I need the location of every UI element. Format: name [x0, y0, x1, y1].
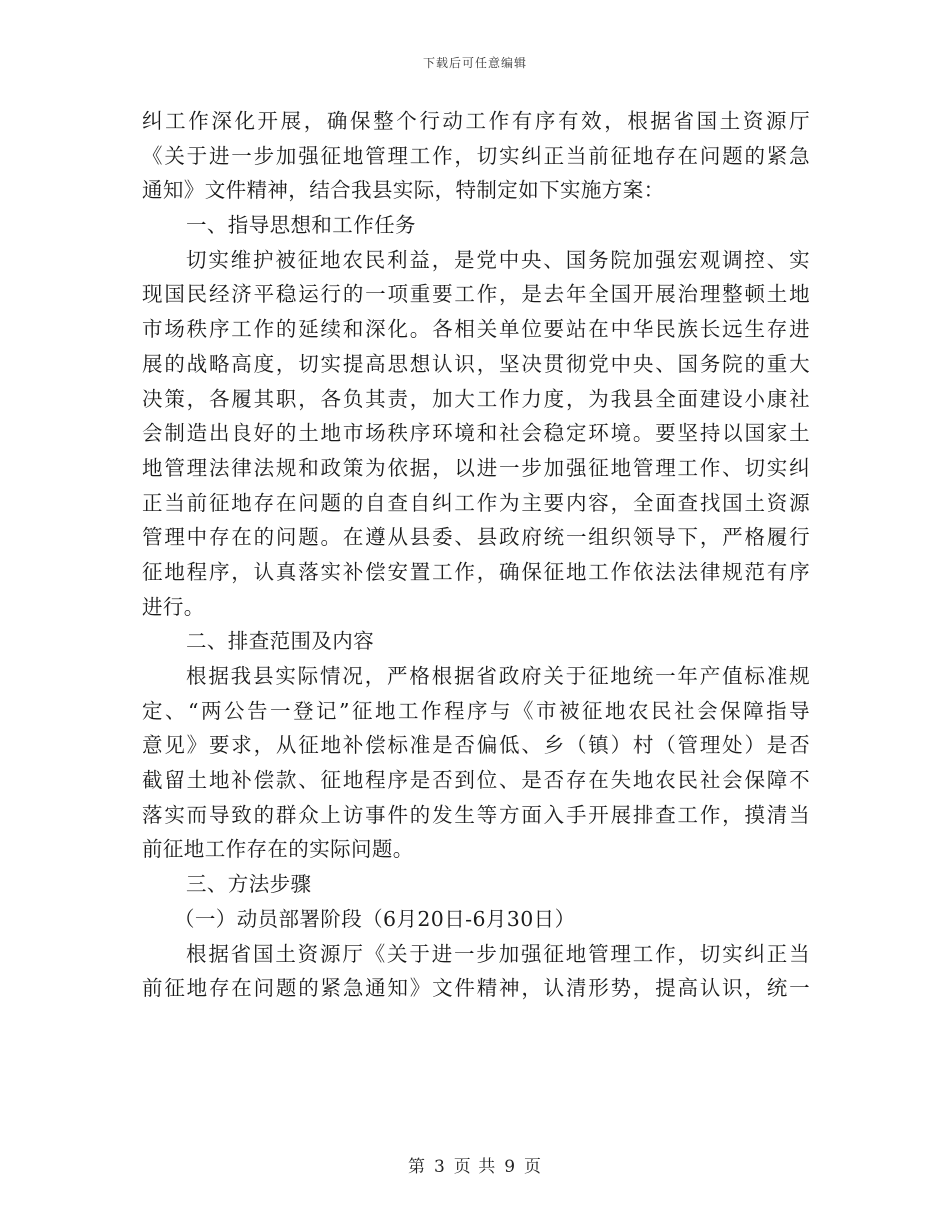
text-line: 截留土地补偿款、征地程序是否到位、是否存在失地农民社会保障不 [142, 768, 810, 793]
text-line: 决策，各履其职，各负其责，加大工作力度，为我县全面建设小康社 [142, 386, 810, 411]
text-line: 地管理法律法规和政策为依据，以进一步加强征地管理工作、切实纠 [142, 455, 810, 480]
footer-suffix: 页 [524, 1157, 543, 1177]
text-line: 会制造出良好的土地市场秩序环境和社会稳定环境。要坚持以国家土 [142, 421, 810, 446]
text-line: 进行。 [142, 594, 205, 619]
text-line: 现国民经济平稳运行的一项重要工作，是去年全国开展治理整顿土地 [142, 282, 810, 307]
text-line: 正当前征地存在问题的自查自纠工作为主要内容，全面查找国土资源 [142, 490, 810, 515]
text-line: 《关于进一步加强征地管理工作，切实纠正当前征地存在问题的紧急 [142, 143, 810, 168]
total-page-count: 9 [504, 1157, 517, 1177]
text-line: 定、“两公告一登记”征地工作程序与《市被征地农民社会保障指导 [142, 698, 810, 723]
text-line: 切实维护被征地农民利益，是党中央、国务院加强宏观调控、实 [186, 247, 810, 272]
text-line: 征地程序，认真落实补偿安置工作，确保征地工作依法法律规范有序 [142, 559, 810, 584]
text-line: 落实而导致的群众上访事件的发生等方面入手开展排查工作，摸清当 [142, 802, 810, 827]
text-line: 前征地存在问题的紧急通知》文件精神，认清形势，提高认识，统一 [142, 976, 810, 1001]
text-line: 通知》文件精神，结合我县实际，特制定如下实施方案： [142, 178, 665, 203]
document-body [142, 104, 810, 1006]
page-number-footer [0, 1152, 950, 1177]
section-heading: 一、指导思想和工作任务 [186, 213, 416, 238]
footer-prefix: 第 [407, 1157, 426, 1177]
text-line: 市场秩序工作的延续和深化。各相关单位要站在中华民族长远生存进 [142, 317, 810, 342]
page-header-note: 下载后可任意编辑 [422, 56, 527, 70]
section-heading: 三、方法步骤 [186, 872, 312, 897]
text-line: 根据我县实际情况，严格根据省政府关于征地统一年产值标准规 [186, 664, 810, 688]
subsection-heading: （一）动员部署阶段（6月20日-6月30日） [174, 906, 576, 931]
text-line: 前征地工作存在的实际问题。 [142, 837, 414, 862]
current-page-number: 3 [433, 1157, 446, 1177]
text-line: 意见》要求，从征地补偿标准是否偏低、乡（镇）村（管理处）是否 [142, 733, 810, 758]
section-heading: 二、排查范围及内容 [186, 629, 375, 654]
text-line: 纠工作深化开展，确保整个行动工作有序有效，根据省国土资源厅 [142, 109, 810, 133]
text-line: 根据省国土资源厅《关于进一步加强征地管理工作，切实纠正当 [186, 941, 810, 966]
text-line: 展的战略高度，切实提高思想认识，坚决贯彻党中央、国务院的重大 [142, 351, 810, 376]
footer-middle: 页 共 [453, 1157, 497, 1177]
text-line: 管理中存在的问题。在遵从县委、县政府统一组织领导下，严格履行 [142, 525, 810, 550]
